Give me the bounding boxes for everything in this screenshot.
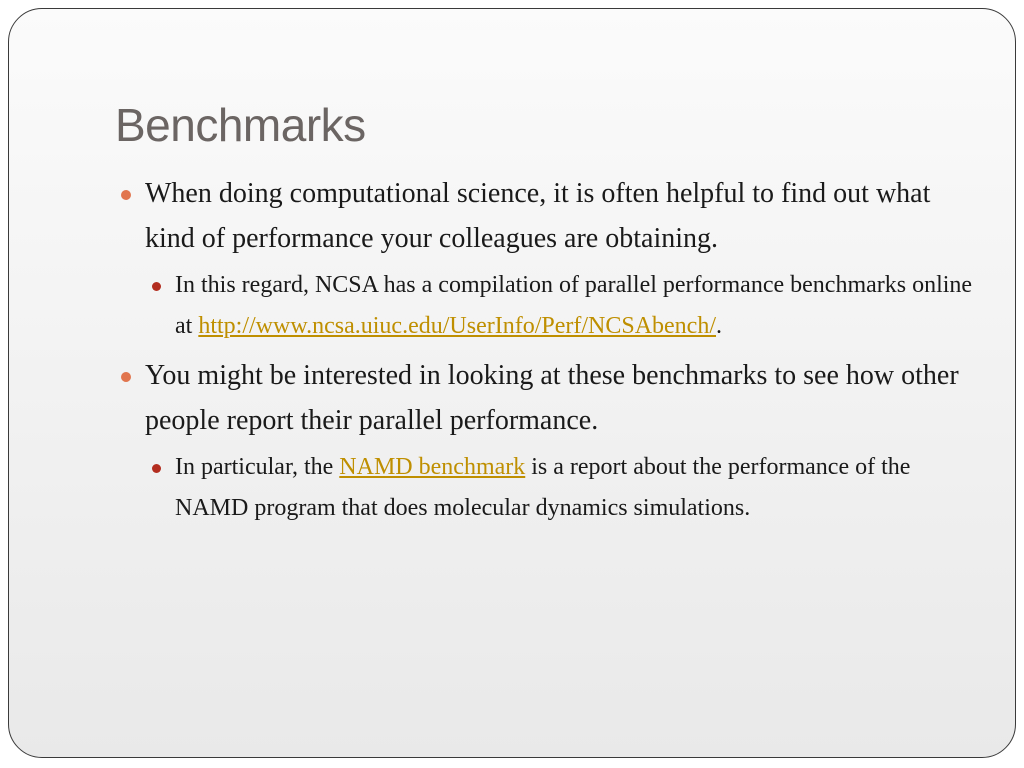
slide: [8, 8, 1016, 758]
namd-benchmark-link[interactable]: NAMD benchmark: [339, 454, 526, 480]
sub-bullet-item: [145, 265, 975, 347]
ncsa-benchmarks-link[interactable]: http://www.ncsa.uiuc.edu/UserInfo/Perf/NCSAbench/: [198, 313, 717, 339]
sub-bullet-dot-icon: [152, 464, 161, 473]
sub-bullet-text-before: In particular, the: [175, 454, 340, 480]
slide-body: [115, 171, 975, 535]
bullet-text: When doing computational science, it is often helpful to find out what kind of performance your colleagues are obtaining.: [145, 178, 931, 254]
slide-title: Benchmarks: [115, 99, 366, 151]
bullet-dot-icon: [121, 372, 131, 382]
sub-bullet-text-after: .: [716, 313, 723, 339]
sub-bullet-text-after: is a report about the performance of the NAMD program that does molecular dynamics simulations.: [175, 454, 911, 521]
bullet-dot-icon: [121, 190, 131, 200]
sub-bullet-text-before: In this regard, NCSA has a compilation of parallel performance benchmarks online at: [175, 272, 973, 339]
bullet-item: [115, 171, 975, 261]
bullet-item: [115, 353, 975, 443]
sub-bullet-item: [145, 447, 975, 529]
sub-bullet-dot-icon: [152, 282, 161, 291]
bullet-text: You might be interested in looking at these benchmarks to see how other people report their parallel performance.: [145, 360, 959, 436]
